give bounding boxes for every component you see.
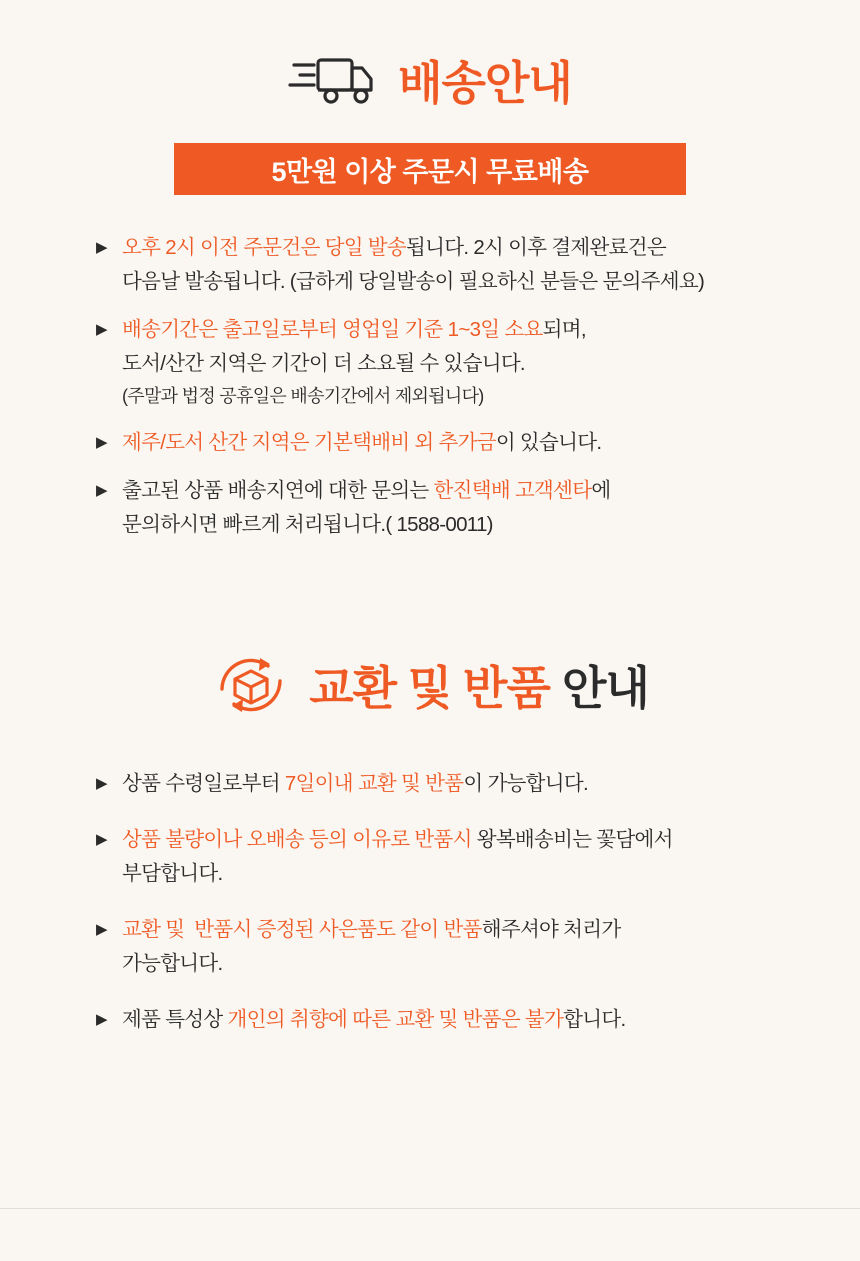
exchange-title-dark: 안내 [561,661,649,714]
text-span: 해주셔야 처리가 [481,918,621,941]
shipping-info-section [0,0,860,542]
text-span: 문의하시면 빠르게 처리됩니다.( 1588-0011) [122,513,493,536]
list-item [96,1003,790,1037]
list-item [96,313,790,412]
exchange-bullet-list [0,767,860,1037]
list-item [96,823,790,891]
list-item-line [122,857,790,891]
text-span: 상품 수령일로부터 [122,772,285,795]
text-span: (주말과 법정 공휴일은 배송기간에서 제외됩니다) [122,386,484,406]
bullet-marker-icon: ▶ [96,239,108,256]
list-item-line [122,347,790,381]
text-span: 가능합니다. [122,952,223,975]
exchange-return-section [0,542,860,1037]
list-item-text [122,913,790,981]
list-item [96,231,790,299]
list-item-line [122,913,790,947]
text-span: 됩니다. 2시 이후 결제완료건은 [406,236,666,259]
list-item-line [122,381,790,412]
text-span: 교환 및 반품시 증정된 사은품도 같이 반품 [122,918,482,941]
shipping-bullet-list [0,231,860,542]
text-span: 오후 2시 이전 주문건은 당일 발송 [122,236,407,259]
list-item [96,474,790,542]
list-item-text [122,474,790,542]
list-item-line [122,313,790,347]
list-item-line [122,474,790,508]
list-item-line [122,823,790,857]
delivery-truck-icon [288,48,380,117]
bullet-marker-icon: ▶ [96,434,108,451]
list-item-text [122,426,790,460]
bullet-marker-icon: ▶ [96,321,108,338]
list-item-line [122,265,790,299]
bullet-marker-icon: ▶ [96,775,108,792]
list-item-text [122,231,790,299]
shipping-section-header [0,48,860,117]
text-span: 배송기간은 출고일로부터 영업일 기준 1~3일 소요 [122,318,543,341]
text-span: 개인의 취향에 따른 교환 및 반품은 불가 [227,1008,564,1031]
free-shipping-banner [174,143,686,195]
list-item-text [122,313,790,412]
shipping-section-title [398,56,572,109]
list-item [96,426,790,460]
list-item [96,913,790,981]
return-box-icon [211,648,291,727]
list-item [96,767,790,801]
text-span: 상품 불량이나 오배송 등의 이유로 반품시 [122,828,472,851]
list-item-line [122,767,790,801]
text-span: 왕복배송비는 꽃담에서 [471,828,673,851]
exchange-section-title [309,661,649,714]
list-item-line [122,947,790,981]
bullet-marker-icon: ▶ [96,482,108,499]
text-span: 7일이내 교환 및 반품 [284,772,464,795]
free-shipping-banner-text: 5만원 이상 주문시 무료배송 [271,156,589,187]
text-span: 되며, [542,318,586,341]
text-span: 다음날 발송됩니다. (급하게 당일발송이 필요하신 분들은 문의주세요) [122,270,705,293]
list-item-line [122,508,790,542]
list-item-line [122,231,790,265]
text-span: 출고된 상품 배송지연에 대한 문의는 [122,479,434,502]
shipping-title-text: 배송안내 [398,56,572,109]
bottom-divider [0,1208,860,1209]
text-span: 이 있습니다. [495,431,602,454]
text-span: 제주/도서 산간 지역은 기본택배비 외 추가금 [122,431,496,454]
exchange-title-orange: 교환 및 반품 [309,661,550,714]
list-item-line [122,1003,790,1037]
text-span: 도서/산간 지역은 기간이 더 소요될 수 있습니다. [122,352,525,375]
list-item-text [122,767,790,801]
text-span: 부담합니다. [122,862,223,885]
text-span: 에 [591,479,611,502]
bullet-marker-icon: ▶ [96,921,108,938]
list-item-text [122,823,790,891]
text-span: 합니다. [563,1008,626,1031]
text-span: 한진택배 고객센타 [433,479,592,502]
text-span: 이 가능합니다. [463,772,588,795]
list-item-text [122,1003,790,1037]
bullet-marker-icon: ▶ [96,1011,108,1028]
bullet-marker-icon: ▶ [96,831,108,848]
list-item-line [122,426,790,460]
exchange-section-header [0,648,860,727]
text-span: 제품 특성상 [122,1008,228,1031]
